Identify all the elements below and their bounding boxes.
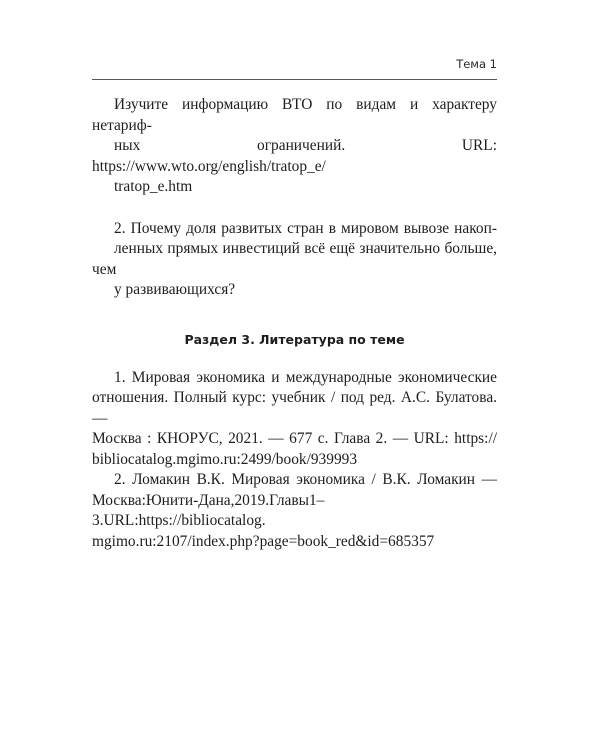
reference-item-1 bbox=[92, 368, 497, 471]
reference-line: 2. Ломакин В.К. Мировая экономика / В.К. Ломакин — bbox=[114, 471, 497, 488]
reference-line: Москва:Юнити-Дана,2019.Главы1–3.URL:https://bibliocatalog. bbox=[92, 491, 325, 529]
paragraph-question-2 bbox=[92, 219, 497, 301]
text-line: 2. Почему доля развитых стран в мировом вывозе накоп- bbox=[114, 219, 497, 237]
reference-line: 1. Мировая экономика и международные экономические bbox=[114, 368, 497, 386]
header-rule bbox=[92, 79, 497, 80]
page-body bbox=[92, 95, 497, 552]
text-line: ленных прямых инвестиций всё ещё значительно больше, чем bbox=[92, 240, 497, 278]
text-line: у развивающихся? bbox=[114, 281, 236, 298]
running-header-topic: Тема 1 bbox=[456, 57, 497, 71]
text-line: Изучите информацию ВТО по видам и характеру нетариф- bbox=[92, 96, 497, 134]
text-line: ных ограничений. URL: https://www.wto.org/english/tratop_e/ bbox=[92, 137, 497, 175]
reference-line: bibliocatalog.mgimo.ru:2499/book/939993 bbox=[92, 450, 358, 468]
reference-item-2 bbox=[92, 470, 497, 552]
reference-line: mgimo.ru:2107/index.php?page=book_red&id=685357 bbox=[92, 532, 435, 550]
reference-line: Москва : КНОРУС, 2021. — 677 с. Глава 2. — URL: https:// bbox=[92, 430, 497, 447]
reference-list bbox=[92, 368, 497, 553]
text-line: tratop_e.htm bbox=[114, 178, 193, 195]
reference-line: отношения. Полный курс: учебник / под ред. А.С. Булатова. — bbox=[92, 389, 497, 427]
paragraph-gap bbox=[92, 198, 497, 219]
section-title: Раздел 3. Литература по теме bbox=[184, 331, 405, 347]
paragraph-task-wto bbox=[92, 95, 497, 198]
